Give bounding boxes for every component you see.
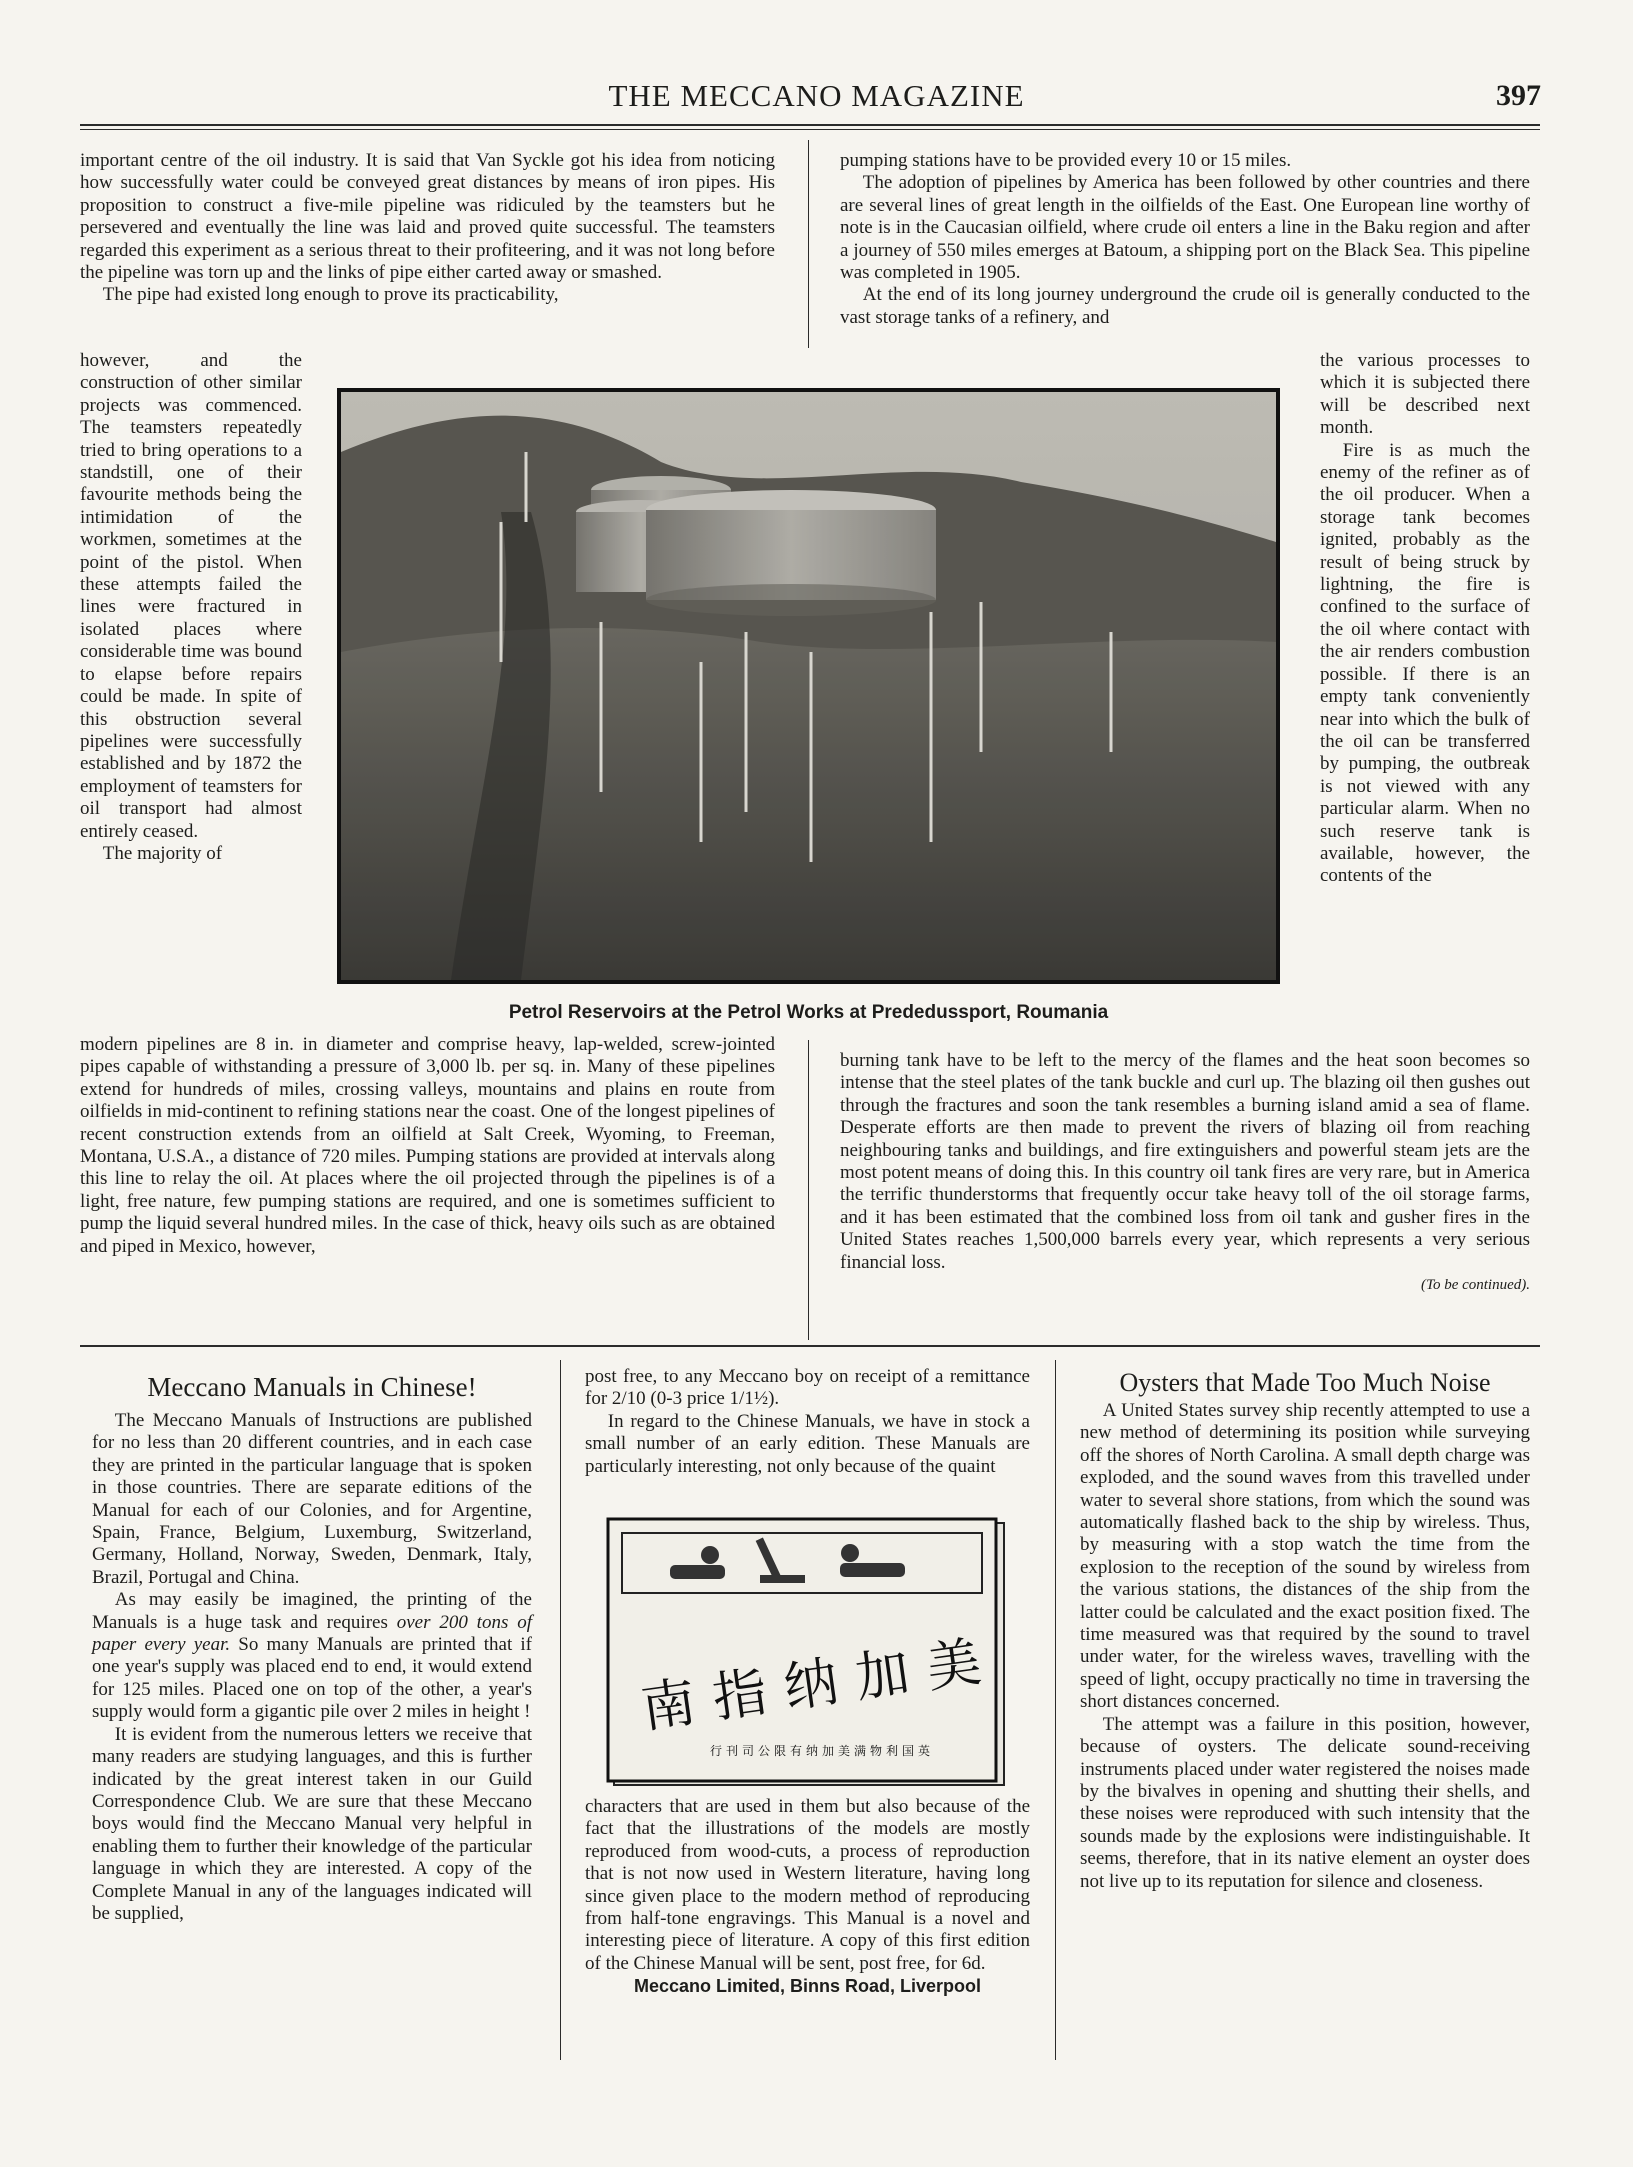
paragraph: characters that are used in them but also because of the fact that the illustrations of the models are mostly reproduced from wood-cuts, a process of reproduction that is not now used in Western literature, having long since given place to the modern method of reproducing from half-tone engravings. This Manual is a novel and interesting piece of literature. A copy of this first edition of the Chinese Manual will be sent, post free, for 6d. [585, 1796, 1030, 1974]
paragraph: The pipe had existed long enough to prove its practicability, [102, 284, 559, 306]
chinese-manual-illustration [600, 1515, 1010, 1790]
manuals-article [92, 1370, 532, 1925]
signoff: Meccano Limited, Binns Road, Liverpool [633, 1976, 982, 1997]
paragraph: pumping stations have to be provided every 10 or 15 miles. [840, 150, 1292, 171]
section-divider [80, 1345, 1540, 1347]
book-title-chars: 南指纳加美 [637, 1627, 1003, 1740]
manuals-heading: Meccano Manuals in Chinese! [147, 1372, 477, 1402]
article-col-a-narrow [80, 350, 302, 865]
column-divider [808, 140, 809, 348]
article-col-b-narrow [1320, 350, 1530, 888]
paragraph: The Meccano Manuals of Instructions are published for no less than 20 different countries, and in each case they are printed in the particular language that is spoken in those countries. There are separate editions of the Manual for each of our Colonies, and for Argentine, Spain, France, Belgium, Luxemburg, Switzerland, Germany, Holland, Norway, Sweden, Denmark, Italy, Brazil, Portugal and China. [92, 1410, 532, 1588]
paragraph: burning tank have to be left to the mercy of the flames and the heat soon becomes so intense that the steel plates of the tank buckle and curl up. The blazing oil then gushes out through the fractures and soon the tank resembles a burning island amid a sea of flame. Desperate efforts are then made to prevent the rivers of blazing oil from reaching neighbouring tanks and buildings, and fire extinguishers and powerful steam jets are the most potent means of doing this. In this country oil tank fires are very rare, but in America the terrific thunderstorms that frequently occur take heavy toll of the oil storage farms, and it has been estimated that the combined loss from oil tank and gusher fires in the United States reaches 1,500,000 barrels every year, which represents a very serious financial loss. [840, 1050, 1530, 1273]
paragraph: the various processes to which it is subjected there will be described next month. [1320, 350, 1530, 439]
paragraph: As may easily be imagined, the printing of the Manuals is a huge task and requires over 200 tons of paper every year. So many Manuals are printed that if one year's supply was placed end to end, it would extend for 125 miles. Placed one on top of the other, a year's supply would form a gigantic pile over 2 miles in height ! [92, 1589, 532, 1723]
paragraph: It is evident from the numerous letters we receive that many readers are studying languages, and this is further indicated by the great interest taken in our Guild Correspondence Club. We are sure that these Meccano boys would find the Meccano Manual very helpful in enabling them to further their knowledge of the particular language in which they are interested. A copy of the Complete Manual in any of the languages indicated will be supplied, [92, 1723, 532, 1924]
paragraph: The attempt was a failure in this position, however, because of oysters. The delicate sound-receiving instruments placed under water registered the noises made by the bivalves in opening and shutting their shells, and these noises were reproduced with such intensity that the sounds made by the explosions were indistinguishable. It seems, therefore, that in its native element an oyster does not live up to its reputation for silence and closeness. [1080, 1713, 1530, 1892]
paragraph: The majority of [102, 842, 223, 864]
oysters-article [1080, 1366, 1530, 1893]
header-rule [80, 124, 1540, 126]
paragraph: important centre of the oil industry. It is said that Van Syckle got his idea from noticing how successfully water could be conveyed great distances by means of iron pipes. His proposition to construct a five-mile pipeline was ridiculed by the teamsters but he persevered and eventually the line was laid and proved quite successful. The teamsters regarded this experiment as a serious threat to their profiteering, and it was not long before the pipeline was torn up and the links of pipe either carted away or smashed. [80, 150, 775, 284]
paragraph: post free, to any Meccano boy on receipt of a remittance for 2/10 (0-3 price 1/1½). [585, 1366, 1030, 1410]
article-col-a-bottom [80, 1034, 775, 1258]
column-divider-lower [808, 1040, 809, 1340]
paragraph: A United States survey ship recently attempted to use a new method of determining its position while surveying off the shores of North Carolina. A small depth charge was exploded, and the sound waves from this travelled under water to several shore stations, from which the sound was automatically flashed back to the ship by wireless. Thus, by measuring with a stop watch the time from the explosion to the reception of the sound by wireless from the various stations, the distances of the ship from the latter could be calculated and the exact position fixed. The time measured was that required by the sound to travel under water, for the wireless waves, travelling with the speed of light, occupy practically no time in traversing the short distances concerned. [1080, 1400, 1530, 1713]
magazine-title: THE MECCANO MAGAZINE [608, 78, 1025, 113]
manuals-article-continued [585, 1366, 1030, 1478]
bottom-column-divider [1055, 1360, 1056, 2060]
oysters-heading: Oysters that Made Too Much Noise [1119, 1368, 1491, 1397]
paragraph: Fire is as much the enemy of the refiner as of the oil producer. When a storage tank becomes ignited, probably as the result of being struck by lightning, the fire is confined to the surface of the oil where contact with the air renders combustion possible. If there is an empty tank conveniently near into which the bulk of the oil can be transferred by pumping, the outbreak is not viewed with any particular alarm. When no such reserve tank is available, however, the contents of the [1320, 439, 1530, 887]
paragraph: modern pipelines are 8 in. in diameter and comprise heavy, lap-welded, screw-jointed pipes capable of withstanding a pressure of 3,000 lb. per sq. in. Many of these pipelines extend for hundreds of miles, crossing valleys, mountains and plains en route from oilfields in mid-continent to refining stations near the coast. One of the longest pipelines of recent construction extends from an oilfield at Salt Creek, Wyoming, to Freeman, Montana, U.S.A., a distance of 720 miles. Pumping stations are provided at intervals along this line to relay the oil. At places where the oil projected through the pipelines is of a light, free nature, few pumping stations are required, and one is sometimes sufficient to pump the liquid several hundred miles. In the case of thick, heavy oils such as are obtained and piped in Mexico, however, [80, 1034, 775, 1257]
book-small-chars: 行刊司公限有纳加美满物利国英 [710, 1744, 935, 1758]
bottom-column-divider [560, 1360, 561, 2060]
article-col-b-bottom: burning tank have to be left to the mercy of the flames and the heat soon becomes so intense that the steel plates of the tank buckle and curl up. The blazing oil then gushes out through the fractures and soon the tank resembles a burning island amid a sea of flame. Desperate efforts are then made to prevent the rivers of blazing oil from reaching neighbouring tanks and buildings, and fire extinguishers and powerful steam jets are the most potent means of doing this. In this country oil tank fires are very rare, but in America the terrific thunderstorms that frequently occur take heavy toll of the oil storage farms, and it has been estimated that the combined loss from oil tank and gusher fires in the United States reaches 1,500,000 barrels every year, which represents a very serious financial loss. (To be continued). [840, 1050, 1530, 1294]
manuals-article-lower [585, 1796, 1030, 1998]
header-rule-thin [80, 129, 1540, 130]
paragraph: At the end of its long journey underground the crude oil is generally conducted to the vast storage tanks of a refinery, and [840, 284, 1530, 328]
page-number: 397 [1496, 79, 1541, 112]
article-col-a-top [80, 150, 775, 307]
photo-petrol-reservoirs [337, 388, 1280, 984]
paragraph: however, and the construction of other similar projects was commenced. The teamsters repeatedly tried to bring operations to a standstill, one of their favourite methods being the intimidation of the workmen, sometimes at the point of the pistol. When these attempts failed the lines were fractured in isolated places where considerable time was bound to elapse before repairs could be made. In spite of this obstruction several pipelines were successfully established and by 1872 the employment of teamsters for oil transport had almost entirely ceased. [80, 350, 302, 842]
paragraph: The adoption of pipelines by America has been followed by other countries and there are several lines of great length in the oilfields of the East. One European line worthy of note is in the Caucasian oilfield, where crude oil enters a line in the Baku region and after a journey of 550 miles emerges at Batoum, a shipping port on the Black Sea. This pipeline was completed in 1905. [840, 172, 1530, 284]
photo-caption: Petrol Reservoirs at the Petrol Works at Prededussport, Roumania [508, 1002, 1109, 1023]
paragraph: In regard to the Chinese Manuals, we have in stock a small number of an early edition. These Manuals are particularly interesting, not only because of the quaint [585, 1410, 1030, 1477]
article-col-b-top [840, 150, 1530, 329]
